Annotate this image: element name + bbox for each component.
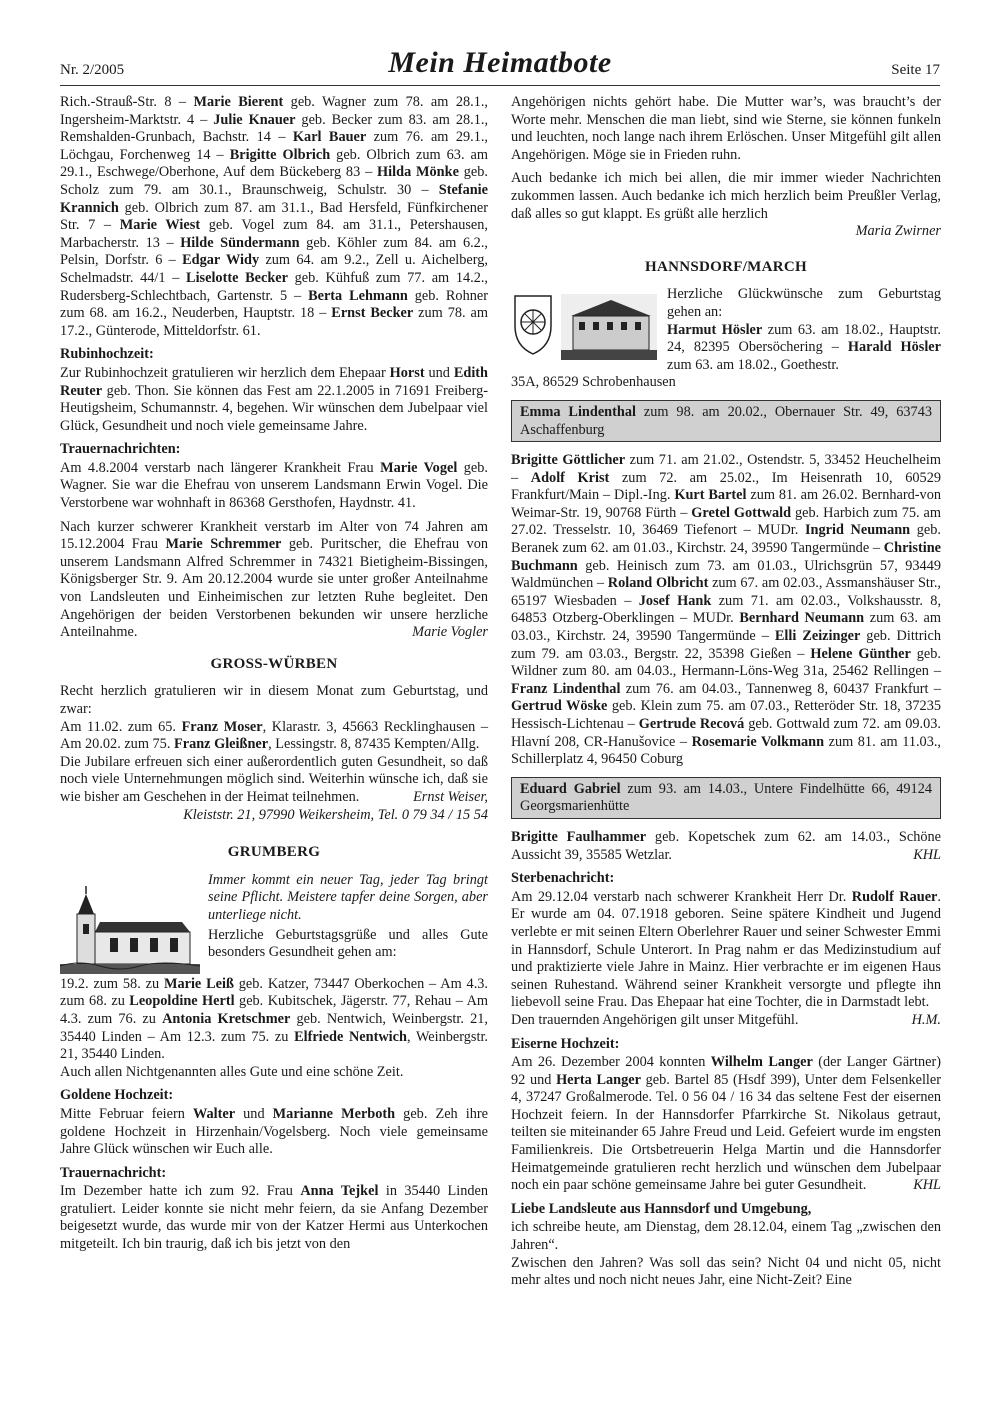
section-heading-trauernachrichten: Trauernachrichten: bbox=[60, 441, 181, 458]
name-bold: Rosemarie Volkmann bbox=[691, 733, 825, 750]
text-run: geb. Wagner. Sie war die Ehefrau von unserem Landsmann Erwin Vogel. Die Verstorbene war wohnhaft in 86368 Gersthofen, Haydnstr. 41. bbox=[60, 459, 488, 512]
name-bold: Gertrud Wöske bbox=[511, 698, 608, 715]
section-heading-grumberg: GRUMBERG bbox=[227, 844, 321, 861]
signature-address-weiser: Kleiststr. 21, 97990 Weikersheim, Tel. 0 79 34 / 15 54 bbox=[183, 806, 488, 823]
text-run: Rich.-Strauß-Str. 8 – bbox=[60, 94, 194, 110]
name-bold: Ernst Becker bbox=[331, 305, 414, 322]
name-bold: Herta Langer bbox=[556, 1071, 641, 1088]
text-run: geb. Rohner zum 68. am 16.2., Neuderben, Hauptstr. 18 – bbox=[60, 287, 488, 322]
name-bold: Marianne Merboth bbox=[272, 1105, 396, 1122]
text-run: , Lessingstr. 8, 87435 Kempten/Allg. bbox=[268, 736, 480, 753]
text-run: zum 71. am 02.03., Volkshausstr. 8, 64853 Otzberg-Oberklingen – MUDr. bbox=[511, 592, 942, 627]
text-run: und bbox=[235, 1105, 273, 1122]
name-bold: Harmut Hösler bbox=[667, 321, 763, 338]
text-run: geb. Bartel 85 (Hsdf 399), Unter dem Felsenkeller 4, 37247 Großalmerode. Tel. 0 56 04 / 16 34 das seltene Fest der eisernen Hochzeit feiern. In der Hannsdorfer Pfarrkirche St. Nikolaus getraut, teilten sie miteinander 65 Jahre Freud und Leid. Gefeiert wurde im engsten Familienkreis. Die Ortsbetreuerin Helga Martin und die Hannsdorfer Heimatgemeinde gratulieren recht herzlich und wünschen dem Jubelpaar noch ein paar schöne gemeinsame Jahre bei guter Gesundheit. bbox=[511, 1071, 941, 1194]
text-run: zum 63. am 18.02., Hauptstr. 24, 82395 Obersöchering – bbox=[667, 321, 941, 356]
signature-zwirner: Maria Zwirner bbox=[855, 223, 941, 240]
text-run: Am 26. Dezember 2004 konnten bbox=[511, 1054, 711, 1071]
name-bold: Stefanie Krannich bbox=[60, 181, 488, 216]
birthday-list-continued bbox=[60, 94, 488, 340]
issue-number: Nr. 2/2005 bbox=[60, 62, 125, 78]
text-run: geb. Becker zum 83. am 28.1., Remshalden-Grunbach, Bachstr. 14 – bbox=[60, 111, 489, 146]
text-run: geb. Wagner zum 78. am 28.1., Ingersheim-Marktstr. 4 – bbox=[60, 94, 488, 128]
gross-wuerben-wishes bbox=[60, 754, 488, 807]
text-run: geb. Kopetschek zum 62. am 14.03., Schöne Aussicht 39, 35585 Wetzlar. bbox=[511, 828, 941, 863]
section-heading-trauernachricht: Trauernachricht: bbox=[60, 1164, 167, 1181]
name-bold: Horst bbox=[389, 364, 425, 381]
grumberg-birthdays bbox=[60, 976, 488, 1064]
name-bold: Edgar Widy bbox=[182, 252, 260, 269]
name-bold: Franz Lindenthal bbox=[511, 680, 621, 697]
text-run: zum 72. am 25.02., Im Heisenrath 10, 60529 Frankfurt/Main – Dipl.-Ing. bbox=[511, 469, 941, 504]
text-run: zum 81. am 26.02. Bernhard-von Weimar-Str. 19, 90768 Fürth – bbox=[511, 487, 941, 521]
obituary-rauer-condolence: Den trauernden Angehörigen gilt unser Mitgefühl. H.M. bbox=[511, 1011, 941, 1028]
name-bold: Wilhelm Langer bbox=[710, 1054, 813, 1071]
text-run: Nach kurzer schwerer Krankheit verstarb im Alter von 74 Jahren am 15.12.2004 Frau bbox=[60, 518, 488, 553]
name-bold: Ingrid Neumann bbox=[804, 522, 911, 539]
signature-khl-2: KHL bbox=[913, 1177, 941, 1194]
name-bold: Harald Hösler bbox=[847, 339, 941, 356]
grumberg-quote: Immer kommt ein neuer Tag, jeder Tag bringt seine Pflicht. Meistere tapfer deine Sorgen, aber unterliege nicht. bbox=[208, 871, 488, 923]
text-run: geb. Wildner zum 80. am 04.03., Hermann-Löns-Weg 31a, 25462 Rellingen – bbox=[511, 645, 941, 680]
page-header bbox=[60, 44, 940, 84]
text-run: Am 11.02. zum 65. bbox=[60, 718, 182, 735]
text-run: geb. Gottwald zum 72. am 09.03. Hlavní 208, CR-Hanušovice – bbox=[511, 716, 942, 750]
text-run: geb. Heinisch zum 73. am 01.03., Ulrichsgrün 57, 93449 Waldmünchen – bbox=[511, 557, 941, 592]
name-bold: Christine Buchmann bbox=[511, 540, 941, 574]
signature-vogler: Marie Vogler bbox=[412, 624, 488, 641]
rubinhochzeit-text bbox=[60, 365, 488, 435]
condolence-continued: Angehörigen nichts gehört habe. Die Mutter war’s, was braucht’s der Worte mehr. Menschen die man liebt, sind wie Sterne, sie können funkeln und leuchten, noch lange nach ihrem Erlöschen. Unser Mitgefühl gilt allen Angehörigen. Möge sie in Frieden ruhn. bbox=[511, 94, 941, 163]
section-heading-eiserne-hochzeit: Eiserne Hochzeit: bbox=[511, 1035, 620, 1052]
text-run: zum 71. am 21.02., Ostendstr. 5, 33452 Heuchelheim – bbox=[511, 452, 941, 486]
section-heading-gross-wuerben: GROSS-WÜRBEN bbox=[210, 655, 338, 672]
name-bold: Liselotte Becker bbox=[186, 269, 288, 286]
name-bold: Hilda Mönke bbox=[377, 164, 459, 181]
signature-hm: H.M. bbox=[911, 1011, 941, 1028]
text-run: Die Jubilare erfreuen sich einer außerordentlich guten Gesundheit, so daß noch viele Unternehmungen möglich sind. Weiterhin wünsche ich, daß sie wie bisher am Geschehen in der Heimat teilnehmen. bbox=[60, 753, 488, 805]
goldene-hochzeit-text bbox=[60, 1106, 488, 1159]
hannsdorf-crest-illustration bbox=[511, 286, 659, 364]
section-heading-sterbenachricht: Sterbenachricht: bbox=[511, 870, 615, 887]
signature-khl: KHL bbox=[913, 846, 941, 863]
header-rule bbox=[60, 85, 940, 86]
text-run: Im Dezember hatte ich zum 92. Frau bbox=[60, 1183, 301, 1200]
gross-wuerben-intro bbox=[60, 683, 488, 718]
name-bold: Brigitte Göttlicher bbox=[511, 452, 626, 469]
hannsdorf-birthday-list bbox=[511, 452, 941, 769]
letter-opening: ich schreibe heute, am Dienstag, dem 28.12.04, einem Tag „zwischen den Jahren“. bbox=[511, 1219, 941, 1254]
name-bold: Edith Reuter bbox=[60, 364, 488, 399]
thanks-text: Auch bedanke ich mich bei allen, die mir immer wieder Nachrichten zukommen lassen. Auch bedanke ich mich herzlich beim Preußler Verlag, daß alles so gut klappt. Es grüßt alle herzlich bbox=[511, 170, 941, 222]
name-bold: Emma Lindenthal bbox=[520, 403, 636, 420]
page-number: Seite 17 bbox=[891, 62, 940, 78]
name-bold: Eduard Gabriel bbox=[520, 780, 621, 797]
hannsdorf-hoesler-address: 35A, 86529 Schrobenhausen bbox=[511, 374, 676, 391]
text-run: geb. Beranek zum 62. am 01.03., Kirchstr. 24, 39590 Tangermünde – bbox=[511, 522, 942, 557]
section-heading-rubinhochzeit: Rubinhochzeit: bbox=[60, 346, 154, 363]
obituary-rauer bbox=[511, 889, 941, 1012]
name-bold: Bernhard Neumann bbox=[739, 610, 865, 627]
text-run: Recht herzlich gratulieren wir in diesem Monat zum Geburtstag, und zwar: bbox=[60, 683, 488, 717]
name-bold: Brigitte Faulhammer bbox=[511, 828, 647, 845]
text-run: geb. Kubitschek, Jägerstr. 77, Rehau – Am 4.3. zum 76. zu bbox=[60, 993, 489, 1027]
text-run: Am 29.12.04 verstarb nach schwerer Krankheit Herr Dr. bbox=[511, 888, 852, 905]
text-run: Mitte Februar feiern bbox=[60, 1105, 193, 1122]
name-bold: Elfriede Nentwich bbox=[294, 1028, 407, 1045]
name-bold: Josef Hank bbox=[638, 592, 712, 609]
name-bold: Elli Zeizinger bbox=[774, 628, 861, 645]
grumberg-figure-block bbox=[60, 872, 488, 976]
name-bold: Karl Bauer bbox=[292, 129, 367, 146]
text-run: geb. Kühfuß zum 77. am 14.2., Rudersberg-Schlechtbach, Gartenstr. 5 – bbox=[60, 269, 488, 304]
section-heading-hannsdorf: HANNSDORF/MARCH bbox=[645, 258, 807, 275]
hannsdorf-greeting: Herzliche Glückwünsche zum Geburtstag gehen an: bbox=[667, 286, 941, 320]
obituary-tejkel bbox=[60, 1183, 488, 1253]
text-run: zum 63. am 18.02., Goethestr. bbox=[667, 356, 839, 373]
church-illustration bbox=[60, 884, 200, 976]
name-bold: Marie Schremmer bbox=[165, 536, 282, 553]
obituary-schremmer bbox=[60, 519, 488, 642]
name-bold: Marie Leiß bbox=[163, 975, 234, 992]
text-run: geb. Olbrich zum 63. am 29.1., Eschwege/Oberhone, Auf dem Bückeberg 83 – bbox=[60, 146, 488, 181]
name-bold: Berta Lehmann bbox=[308, 287, 408, 304]
obituary-vogel bbox=[60, 460, 488, 513]
text-run: geb. Vogel zum 84. am 31.1., Petershausen, Marbacherstr. 13 – bbox=[60, 217, 488, 251]
name-bold: Kurt Bartel bbox=[674, 487, 747, 504]
letter-continued: Zwischen den Jahren? Was soll das sein? Nicht 04 und nicht 05, nicht mehr altes und noch nicht neues Jahr, eine Nicht-Zeit? Eine bbox=[511, 1254, 941, 1289]
text-run: zum 98. am 20.02., Obernauer Str. 49, 63743 Aschaffenburg bbox=[520, 403, 932, 438]
grumberg-intro: Herzliche Geburtstagsgrüße und alles Gute besonders Gesundheit gehen am: bbox=[208, 926, 488, 961]
name-bold: Franz Gleißner bbox=[173, 736, 269, 753]
text-run: geb. Dittrich zum 79. am 03.03., Bergstr. 22, 35398 Gießen – bbox=[511, 628, 941, 662]
masthead-title: Mein Heimatbote bbox=[388, 46, 612, 79]
grumberg-closing: Auch allen Nichtgenannten alles Gute und eine schöne Zeit. bbox=[60, 1063, 404, 1080]
text-run: (der Langer Gärtner) 92 und bbox=[511, 1054, 941, 1088]
right-column bbox=[511, 94, 941, 1296]
text-run: zum 63. am 03.03., Kirchstr. 24, 39590 Tangermünde – bbox=[511, 610, 941, 645]
text-run: zum 64. am 9.2., Zell u. Aichelberg, Schelmadstr. 44/1 – bbox=[60, 252, 488, 286]
text-run: zum 78. am 17.2., Günterode, Mitteldorfstr. 61. bbox=[60, 305, 488, 339]
name-bold: Marie Bierent bbox=[193, 94, 284, 110]
name-bold: Marie Vogel bbox=[380, 459, 458, 476]
text-run: geb. Puritscher, die Ehefrau von unserem Landsmann Alfred Schremmer in 74321 Bietigheim-Bissingen, Königsberger Str. 9. Am 20.12.2004 wurde sie unter großer Anteilnahme von Landsleuten und Einheimischen zur letzten Ruhe begleitet. Den Angehörigen der beiden Verstorbenen bekunden wir unsere herzliche Anteilnahme. bbox=[60, 536, 488, 641]
text-run: . Er wurde am 04. 07.1918 geboren. Seine spätere Kindheit und Jugend verlebte er mit seinen Eltern Oberlehrer Rauer und seiner Schwester Emmi in Hannsdorf, Schule Unterort. In Prag nahm er das Medizinstudium auf und praktizierte viele Jahre in Mainz. Hier verbrachte er im eigenen Haus seinen Ruhestand. Während seiner Krankheit versorgte und pflegte ihn liebevoll seine Frau. Das Ehepaar hat eine Tochter, die in Darmstadt lebt. bbox=[511, 888, 941, 1011]
name-bold: Roland Olbricht bbox=[607, 575, 709, 592]
signature-weiser: Ernst Weiser, bbox=[413, 788, 488, 805]
text-run: geb. Olbrich zum 87. am 31.1., Bad Hersfeld, Fünfkirchener Str. 7 – bbox=[60, 199, 488, 234]
text-run: , Weinbergstr. 21, 35440 Linden. bbox=[60, 1028, 488, 1063]
text-run: zum 93. am 14.03., Untere Findelhütte 66, 49124 Georgsmarienhütte bbox=[520, 780, 932, 815]
name-bold: Julie Knauer bbox=[213, 111, 296, 128]
highlight-box-gabriel bbox=[511, 777, 941, 819]
text-run: 19.2. zum 58. zu bbox=[60, 975, 164, 992]
gross-wuerben-birthdays bbox=[60, 719, 488, 754]
name-bold: Gretel Gottwald bbox=[691, 504, 792, 521]
section-heading-goldene-hochzeit: Goldene Hochzeit: bbox=[60, 1087, 174, 1104]
name-bold: Gertrude Recová bbox=[638, 716, 745, 732]
name-bold: Marie Wiest bbox=[119, 217, 201, 234]
text-run: zum 76. am 04.03., Tannenweg 8, 60437 Frankfurt – bbox=[620, 680, 942, 697]
text-run: Am 4.8.2004 verstarb nach längerer Krankheit Frau bbox=[60, 459, 381, 476]
hannsdorf-faulhammer bbox=[511, 829, 941, 864]
text-run: Zur Rubinhochzeit gratulieren wir herzlich dem Ehepaar bbox=[60, 364, 390, 381]
name-bold: Rudolf Rauer bbox=[851, 888, 938, 905]
name-bold: Franz Moser bbox=[181, 718, 263, 735]
text-run: geb. Köhler zum 84. am 6.2., Pelsin, Dorfstr. 6 – bbox=[60, 234, 488, 269]
name-bold: Adolf Krist bbox=[530, 469, 610, 486]
text-run: , Klarastr. 3, 45663 Recklinghausen – Am 20.02. zum 75. bbox=[60, 718, 488, 753]
text-run: geb. Zeh ihre goldene Hochzeit in Hirzenhain/Vogelsberg. Noch viele gemeinsame Jahre Glück wünschen wir Euch alle. bbox=[60, 1105, 488, 1158]
text-run: zum 76. am 29.1., Löchgau, Forchenweg 14 – bbox=[60, 129, 488, 163]
text-run: geb. Klein zum 75. am 07.03., Retteröder Str. 18, 37235 Hessisch-Lichtenau – bbox=[511, 698, 941, 732]
eiserne-hochzeit-text bbox=[511, 1054, 941, 1195]
text-run: in 35440 Linden gratuliert. Leider konnte sie nicht mehr feiern, da sie Anfang Dezember beigesetzt wurde, das wurde mir von der Katzer Hermi aus Unterkochen mitgeteilt. Ich bin traurig, daß ich bis jetzt von den bbox=[60, 1183, 488, 1253]
name-bold: Walter bbox=[192, 1105, 236, 1122]
hannsdorf-intro-text bbox=[667, 286, 941, 374]
name-bold: Antonia Kretschmer bbox=[162, 1010, 291, 1027]
grumberg-text bbox=[208, 872, 488, 976]
name-bold: Brigitte Olbrich bbox=[229, 146, 331, 163]
text-run: zum 67. am 02.03., Assmanshäuser Str., 65197 Wiesbaden – bbox=[511, 575, 941, 609]
name-bold: Leopoldine Hertl bbox=[129, 993, 235, 1010]
name-bold: Hilde Sündermann bbox=[180, 234, 300, 251]
section-heading-liebe-landsleute: Liebe Landsleute aus Hannsdorf und Umgebung, bbox=[511, 1200, 812, 1217]
text-run: geb. Harbich zum 75. am 27.02. Tresselstr. 10, 36469 Tiefenort – MUDr. bbox=[511, 504, 941, 539]
hannsdorf-hoesler bbox=[667, 322, 941, 375]
text-run: geb. Nentwich, Weinbergstr. 21, 35440 Linden – Am 12.3. zum 75. zu bbox=[60, 1010, 488, 1045]
left-column bbox=[60, 94, 488, 1260]
text-run: zum 81. am 11.03., Schillerplatz 4, 96450 Coburg bbox=[511, 733, 941, 768]
text-run: und bbox=[424, 364, 454, 381]
text-run: geb. Katzer, 73447 Oberkochen – Am 4.3. zum 68. zu bbox=[60, 975, 488, 1010]
highlight-box-lindenthal bbox=[511, 400, 941, 442]
name-bold: Helene Günther bbox=[810, 645, 911, 662]
hannsdorf-figure-block bbox=[511, 286, 941, 374]
name-bold: Anna Tejkel bbox=[300, 1183, 379, 1200]
text-run: geb. Thon. Sie können das Fest am 22.1.2005 in 71691 Freiberg-Heutigsheim, Schumannstr. 4, begehen. Wir wünschen dem Jubelpaar viel Glück, Gesundheit und noch viele gemeinsame Jahre. bbox=[60, 382, 488, 434]
text-run: geb. Scholz zum 79. am 30.1., Braunschweig, Schulstr. 30 – bbox=[60, 164, 488, 198]
